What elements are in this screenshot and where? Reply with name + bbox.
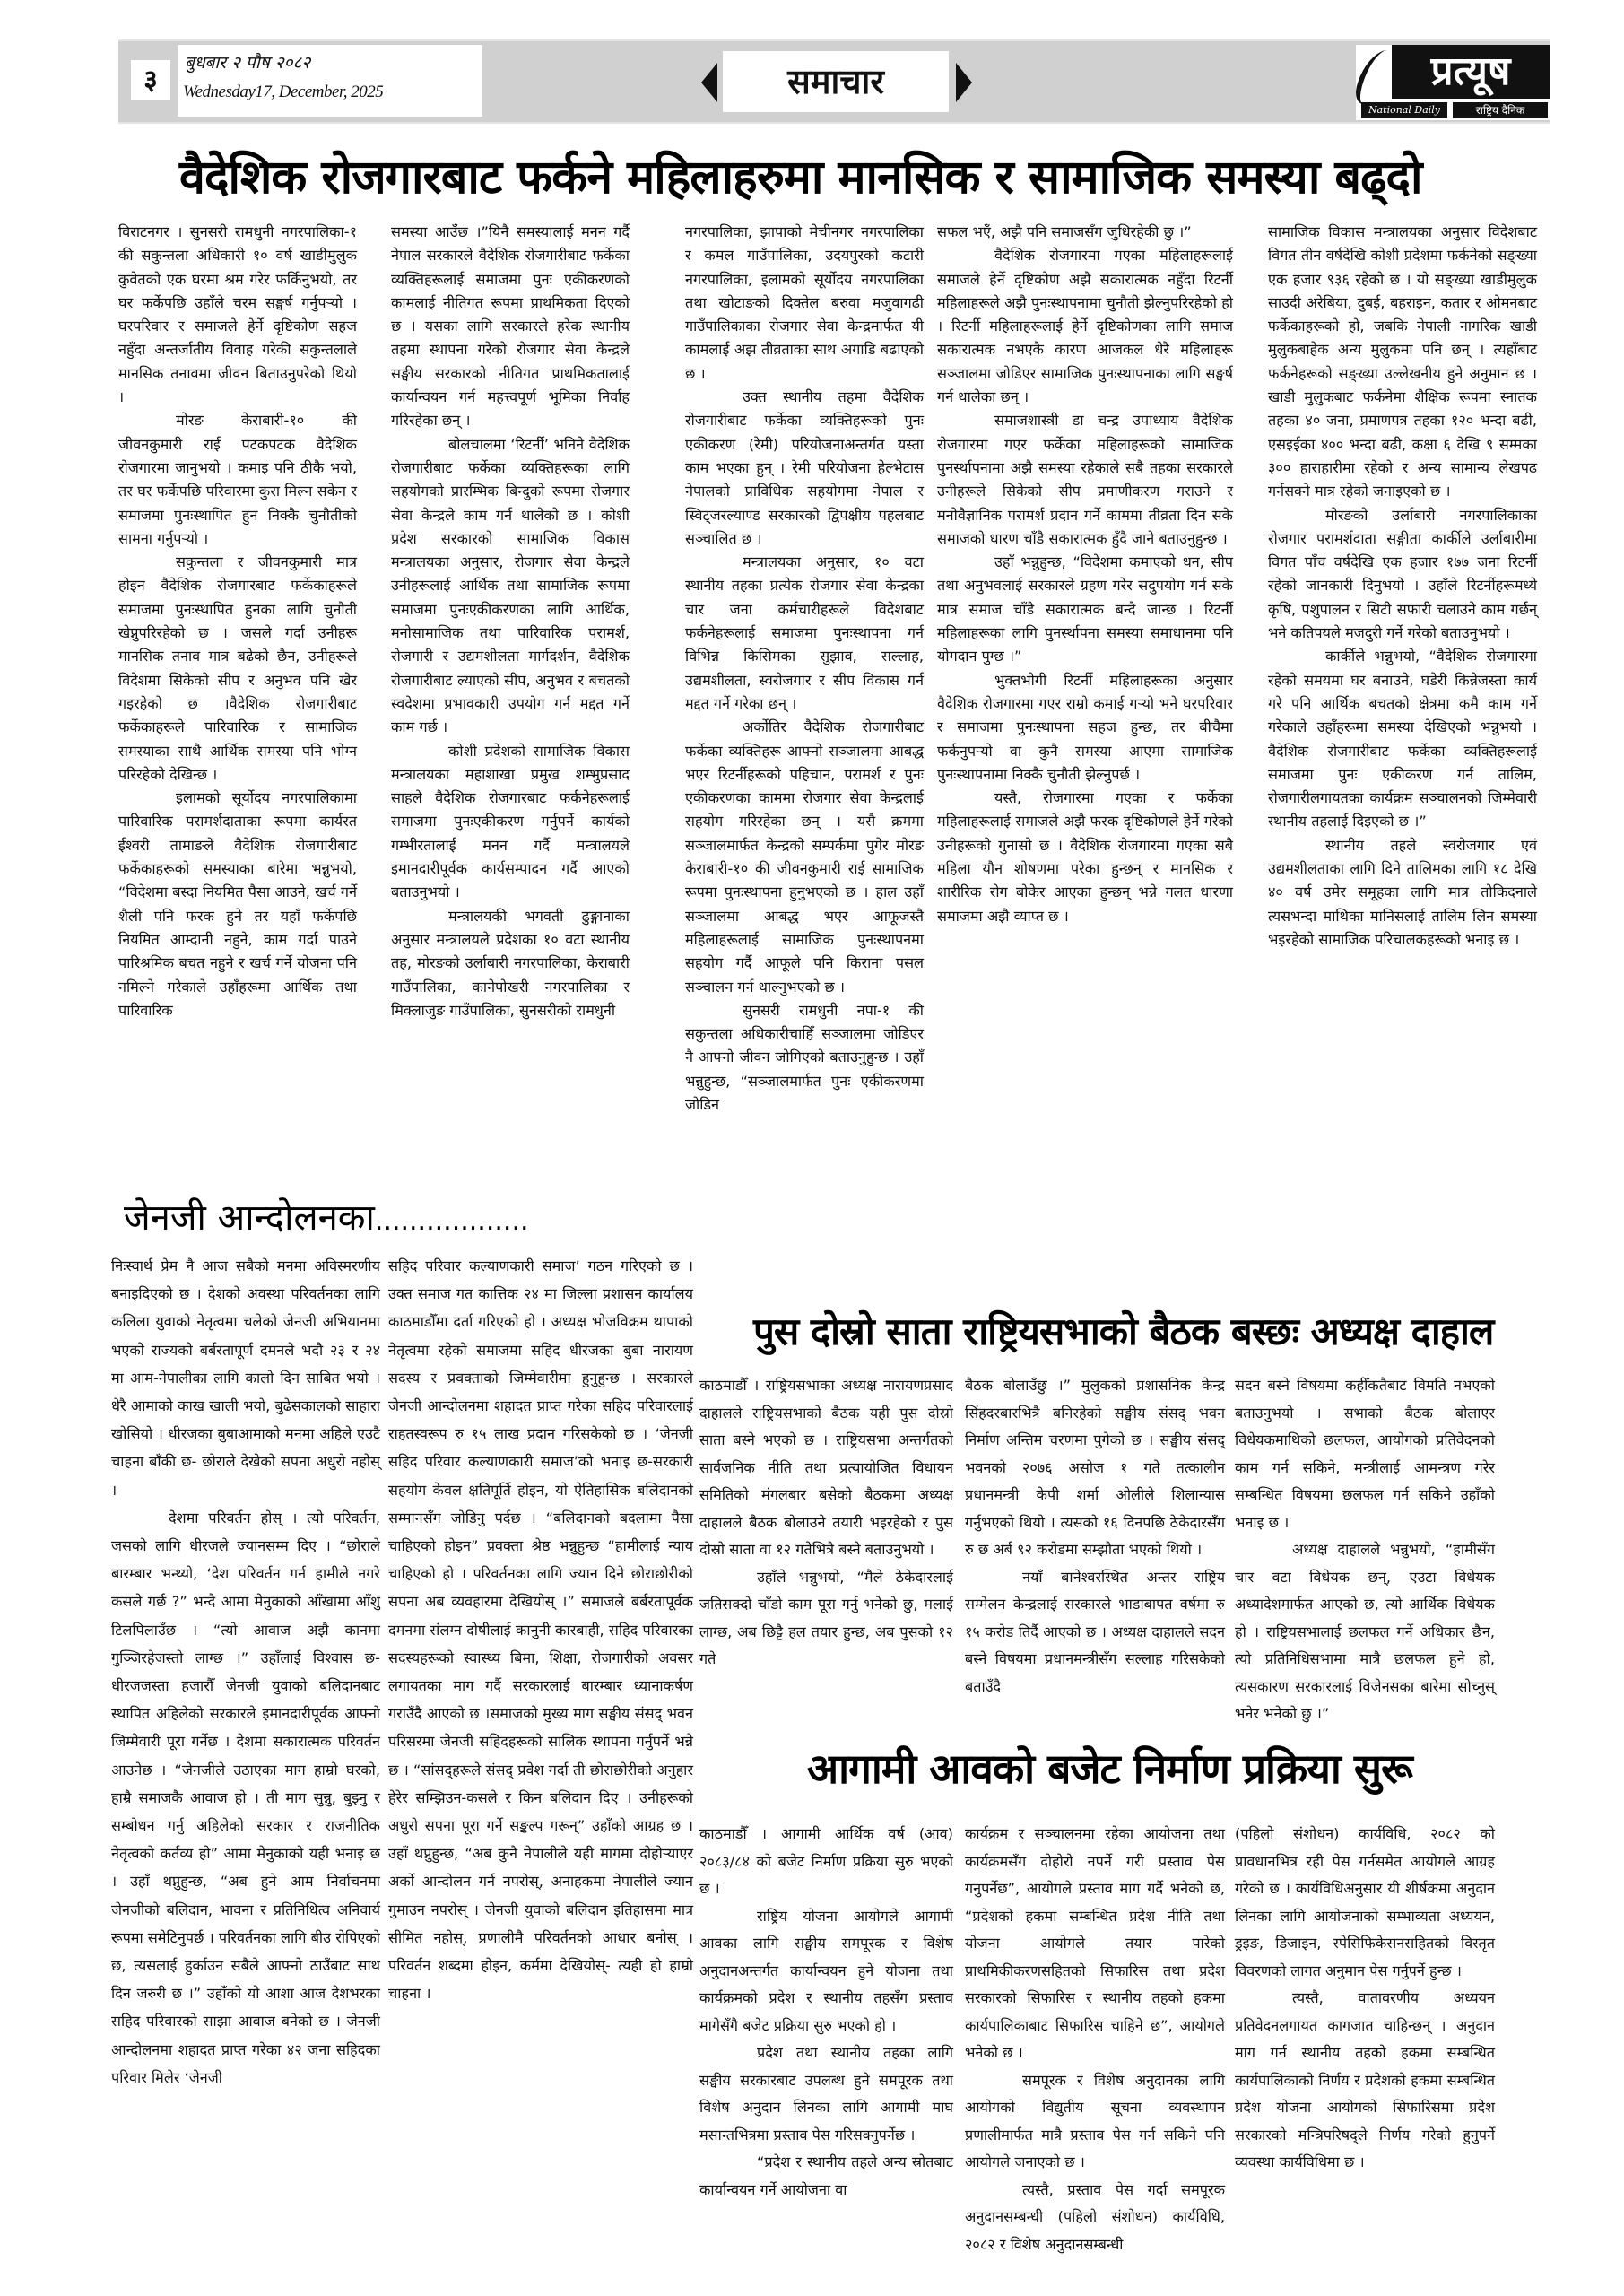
- paragraph: कार्कीले भन्नुभयो, “वैदेशिक रोजगारमा रहेको समयमा घर बनाउने, घडेरी किन्नेजस्ता कार्य गरे पनि आर्थिक बचतको क्षेत्रमा कमै काम गर्ने गरेकाले उहाँहरूमा समस्या देखिएको भन्नुभयो । वैदेशिक रोजगारीबाट फर्केका व्यक्तिहरूलाई समाजमा पुनः एकीकरण गर्न तालिम, रोजगारीलगायतका कार्यक्रम सञ्चालनको जिम्मेवारी स्थानीय तहलाई दिइएको छ ।”: [1268, 648, 1537, 831]
- budget-article-headline: आगामी आवको बजेट निर्माण प्रक्रिया सुरू: [807, 1744, 1412, 1793]
- main-article-headline: वैदेशिक रोजगारबाट फर्कने महिलाहरुमा मानसिक र सामाजिक समस्या बढ्दो: [179, 151, 1422, 204]
- arrow-left-icon: [701, 63, 717, 102]
- paragraph: उहाँले भन्नुभयो, “मैले ठेकेदारलाई जतिसक्दो चाँडो काम पूरा गर्नु भनेको छु, मलाई लाग्छ, अब छिट्टै हल तयार हुन्छ, अब पुसको १२ गते: [699, 1568, 953, 1667]
- paragraph: प्रदेश तथा स्थानीय तहका लागि सङ्घीय सरकारबाट उपलब्ध हुने समपूरक तथा विशेष अनुदान लिनका लागि आगामी माघ मसान्तभित्रमा प्रस्ताव पेस गरिसक्नुपर्नेछ ।: [699, 2044, 953, 2144]
- paragraph: (पहिलो संशोधन) कार्यविधि, २०८२ को प्रावधानभित्र रही पेस गर्नसमेत आयोगले आग्रह गरेको छ । कार्यविधिअनुसार यी शीर्षकमा अनुदान लिनका लागि आयोजनाको सम्भाव्यता अध्ययन, ड्रइङ, डिजाइन, स्पेसिफिकेसनसहितको विस्तृत विवरणको लागत अनुमान पेस गर्नुपर्ने हुन्छ ।: [1235, 1825, 1495, 1979]
- paragraph: बैठक बोलाउँछु ।” मुलुकको प्रशासनिक केन्द्र सिंहदरबारभित्रै बनिरहेको सङ्घीय संसद् भवन निर्माण अन्तिम चरणमा पुगेको छ । सङ्घीय संसद् भवनको २०७६ असोज १ गते तत्कालीन प्रधानमन्त्री केपी शर्मा ओलीले शिलान्यास गर्नुभएको थियो । त्यसको १६ दिनपछि ठेकेदारसँग रु छ अर्ब ९२ करोडमा सम्झौता भएको थियो ।: [965, 1377, 1225, 1558]
- paragraph: स्थानीय तहले स्वरोजगार एवं उद्यमशीलताका लागि दिने तालिमका लागि १८ देखि ४० वर्ष उमेर समूहका लागि मात्र तोकिदनाले त्यसभन्दा माथिका मानिसलाई तालिम लिन समस्या भइरहेको सामाजिक परिचालकहरूको भनाइ छ ।: [1268, 836, 1537, 948]
- page-number: ३: [131, 60, 170, 100]
- paragraph: यस्तै, रोजगारमा गएका र फर्केका महिलाहरूलाई समाजले अझै फरक दृष्टिकोणले हेर्ने गरेको उनीहरूको गुनासो छ । वैदेशिक रोजगारमा गएका सबै महिला यौन शोषणमा परेका हुन्छन् र मानसिक र शारीरिक रोग बोकेर आएका हुन्छन् भन्ने गलत धारणा समाजमा अझै व्याप्त छ ।: [937, 789, 1233, 925]
- paragraph: “प्रदेश र स्थानीय तहले अन्य स्रोतबाट कार्यान्वयन गर्ने आयोजना वा: [699, 2153, 953, 2198]
- main-article-column-2: [391, 221, 630, 1022]
- rashtriyasabha-column-3: [1235, 1372, 1495, 1728]
- paragraph: मन्त्रालयका अनुसार, १० वटा स्थानीय तहका प्रत्येक रोजगार सेवा केन्द्रका चार जना कर्मचारीहरूले विदेशबाट फर्कनेहरूलाई समाजमा पुनःस्थापना गर्न विभिन्न किसिमका सुझाव, सल्लाह, उद्यमशीलता, स्वरोजगार र सीप विकास गर्न मद्दत गर्ने गरेका छन् ।: [685, 553, 924, 712]
- paragraph: निःस्वार्थ प्रेम नै आज सबैको मनमा अविस्मरणीय बनाइदिएको छ । देशको अवस्था परिवर्तनका लागि कलिला युवाको नेतृत्वमा चलेको जेनजी अभियानमा भएको राज्यको बर्बरतापूर्ण दमनले भदौ २३ र २४ मा आम-नेपालीका लागि कालो दिन साबित भयो । धेरै आमाको काख खाली भयो, बुढेसकालको साहारा खोसियो । धीरजका बुबाआमाको मनमा अहिले एउटै चाहना बाँकी छ- छोराले देखेको सपना अधुरो नहोस् ।: [111, 1257, 380, 1499]
- paragraph: मोरङ केराबारी-१० की जीवनकुमारी राई पटकपटक वैदेशिक रोजगारमा जानुभयो । कमाइ पनि ठीकै भयो, तर घर फर्केपछि परिवारमा कुरा मिल्न सकेन र समाजमा पुनःस्थापित हुन निक्कै चुनौतीको सामना गर्नुपर्‍यो ।: [118, 412, 357, 547]
- date-box: [178, 45, 482, 117]
- genz-headline-text: जेनजी आन्दोलनका: [124, 1197, 375, 1239]
- budget-column-3: [1235, 1821, 1495, 2177]
- logo-tagline-nepali: राष्ट्रिय दैनिक: [1453, 102, 1548, 118]
- date-nepali: बुधबार २ पौष २०८२: [185, 53, 311, 73]
- budget-column-2: [965, 1821, 1225, 2258]
- paragraph: अध्यक्ष दाहालले भन्नुभयो, “हामीसँग चार वटा विधेयक छन्, एउटा विधेयक अध्यादेशमार्फत आएको छ, त्यो आर्थिक विधेयक हो । राष्ट्रियसभालाई छलफल गर्ने अधिकार छैन, त्यो प्रतिनिधिसभामा मात्रै छलफल हुने हो, त्यसकारण सरकारलाई विजेनसका बारेमा सोच्नुस् भनेर भनेको छु ।”: [1235, 1541, 1495, 1722]
- logo-title: प्रत्यूष: [1392, 45, 1550, 99]
- paragraph: नगरपालिका, झापाको मेचीनगर नगरपालिका र कमल गाउँपालिका, उदयपुरको कटारी नगरपालिका, इलामको सूर्योदय नगरपालिका तथा खोटाङको दिक्तेल बरुवा मजुवागढी गाउँपालिकाका रोजगार सेवा केन्द्रमार्फत यी कामलाई अझ तीव्रताका साथ अगाडि बढाएको छ ।: [685, 223, 924, 382]
- paragraph: त्यस्तै, प्रस्ताव पेस गर्दा समपूरक अनुदानसम्बन्धी (पहिलो संशोधन) कार्यविधि, २०८२ र विशेष अनुदानसम्बन्धी: [965, 2180, 1225, 2253]
- newspaper-logo: [1356, 45, 1550, 120]
- paragraph: सकुन्तला र जीवनकुमारी मात्र होइन वैदेशिक रोजगारबाट फर्केकाहरूले समाजमा पुनःस्थापित हुनका लागि चुनौती खेप्नुपरिरहेको छ । जसले गर्दा उनीहरू मानसिक तनाव मात्र बढेको छैन, उनीहरूले विदेशमा सिकेको सीप र अनुभव पनि खेर गइरहेको छ ।वैदेशिक रोजगारीबाट फर्केकाहरूले पारिवारिक र सामाजिक समस्याका साथै आर्थिक समस्या पनि भोग्न परिरहेको देखिन्छ ।: [118, 553, 357, 783]
- budget-column-1: [699, 1821, 953, 2204]
- paragraph: उहाँ भन्नुहुन्छ, “विदेशमा कमाएको धन, सीप तथा अनुभवलाई सरकारले ग्रहण गरेर सदुपयोग गर्न सके मात्र समाज चाँडै सकारात्मक बन्दै जान्छ । रिटर्नी महिलाहरूका लागि पुनर्स्थापना समस्या समाधानमा पनि योगदान पुग्छ ।”: [937, 553, 1233, 665]
- paragraph: सदन बस्ने विषयमा कहीँकतैबाट विमति नभएको बताउनुभयो । सभाको बैठक बोलाएर विधेयकमाथिको छलफल, आयोगको प्रतिवेदनको काम गर्न सकिने, मन्त्रीलाई आमन्त्रण गरेर सम्बन्धित विषयमा छलफल गर्न सकिने उहाँको भनाइ छ ।: [1235, 1377, 1495, 1531]
- paragraph: कार्यक्रम र सञ्चालनमा रहेका आयोजना तथा कार्यक्रमसँग दोहोरो नपर्ने गरी प्रस्ताव पेस गनुपर्नेछ”, आयोगले प्रस्ताव माग गर्दै भनेको छ, “प्रदेशको हकमा सम्बन्धित प्रदेश नीति तथा योजना आयोगले तयार पारेको प्राथमिकीकरणसहितको सिफारिस तथा प्रदेश सरकारको सिफारिस र स्थानीय तहको हकमा कार्यपालिकाबाट सिफारिस चाहिने छ”, आयोगले भनेको छ ।: [965, 1825, 1225, 2061]
- paragraph: वैदेशिक रोजगारमा गएका महिलाहरूलाई समाजले हेर्ने दृष्टिकोण अझै सकारात्मक नहुँदा रिटर्नी महिलाहरूले अझै पुनःस्थापनामा चुनौती झेल्नुपरिरहेको हो । रिटर्नी महिलाहरूलाई हेर्ने दृष्टिकोणका लागि समाज सकारात्मक नभएकै कारण आजकल धेरै महिलाहरू सञ्जालमा जोडिएर सामाजिक पुनःस्थापनाका लागि सङ्घर्ष गर्न थालेका छन् ।: [937, 247, 1233, 406]
- paragraph: समाजशास्त्री डा चन्द्र उपाध्याय वैदेशिक रोजगारमा गएर फर्केका महिलाहरूको सामाजिक पुनर्स्थापनामा अझै समस्या रहेकाले सबै तहका सरकारले उनीहरूले सिकेको सीप प्रमाणीकरण गराउने र मनोवैज्ञानिक परामर्श प्रदान गर्ने काममा तीव्रता दिन सके समाजको धारण चाँडै सकारात्मक हुँदै जाने बताउनुहुन्छ ।: [937, 412, 1233, 547]
- logo-tagline-english: National Daily: [1361, 102, 1447, 118]
- paragraph: मन्त्रालयकी भगवती ढुङ्गानाका अनुसार मन्त्रालयले प्रदेशका १० वटा स्थानीय तह, मोरङको उर्लाबारी नगरपालिका, केराबारी गाउँपालिका, कानेपोखरी नगरपालिका र मिक्लाजुङ गाउँपालिका, सुनसरीको रामधुनी: [391, 907, 630, 1019]
- paragraph: सफल भएँ, अझै पनि समाजसँग जुधिरहेकी छु ।”: [937, 223, 1192, 240]
- paragraph: उक्त स्थानीय तहमा वैदेशिक रोजगारीबाट फर्केका व्यक्तिहरूको पुनः एकीकरण (रेमी) परियोजनाअन्तर्गत यस्ता काम भएका हुन् । रेमी परियोजना हेल्भेटास नेपालको प्राविधिक सहयोगमा नेपाल र स्विट्जरल्याण्ड सरकारको द्विपक्षीय पहलबाट सञ्चालित छ ।: [685, 388, 924, 547]
- paragraph: नयाँ बानेश्वरस्थित अन्तर राष्ट्रिय सम्मेलन केन्द्रलाई सरकारले भाडाबापत वर्षमा रु १५ करोड तिर्दै आएको छ । अध्यक्ष दाहालले सदन बस्ने विषयमा प्रधानमन्त्रीसँग सल्लाह गरिसकेको बताउँदै: [965, 1568, 1225, 1695]
- rashtriyasabha-column-2: [965, 1372, 1225, 1700]
- paragraph: कोशी प्रदेशको सामाजिक विकास मन्त्रालयका महाशाखा प्रमुख शम्भुप्रसाद साहले वैदेशिक रोजगारबाट फर्कनेहरूलाई समाजमा पुनःएकीकरण गर्नुपर्ने कार्यको गम्भीरतालाई मनन गर्दै मन्त्रालयले इमानदारीपूर्वक कार्यसम्पादन गर्दै आएको बताउनुभयो ।: [391, 742, 630, 901]
- paragraph: त्यस्तै, वातावरणीय अध्ययन प्रतिवेदनलगायत कागजात चाहिन्छन् । अनुदान माग गर्न स्थानीय तहको हकमा सम्बन्धित कार्यपालिकाको निर्णय र प्रदेशको हकमा सम्बन्धित प्रदेश योजना आयोगको सिफारिसमा प्रदेश सरकारको मन्त्रिपरिषद्ले निर्णय गरेको हुनुपर्ने व्यवस्था कार्यविधिमा छ ।: [1235, 1989, 1495, 2170]
- genz-headline-dots: ..................: [374, 1205, 529, 1237]
- paragraph: समस्या आउँछ ।”यिनै समस्यालाई मनन गर्दै नेपाल सरकारले वैदेशिक रोजगारीबाट फर्केका व्यक्तिहरूलाई समाजमा पुनः एकीकरणको कामलाई नीतिगत रूपमा प्राथमिकता दिएको छ । यसका लागि सरकारले हरेक स्थानीय तहमा स्थापना गरेको रोजगार सेवा केन्द्रले सङ्घीय सरकारको नीतिगत प्राथमिकतालाई कार्यान्वयन गर्न महत्त्वपूर्ण भूमिका निर्वाह गरिरहेका छन् ।: [391, 223, 630, 430]
- paragraph: देशमा परिवर्तन होस् । त्यो परिवर्तन, जसको लागि धीरजले ज्यानसम्म दिए । “छोराले बारम्बार भन्थ्यो, ‘देश परिवर्तन गर्न हामीले नगरे कसले गर्छ ?” भन्दै आमा मेनुकाको आँखामा आँशु टिलपिलाउँछ । “त्यो आवाज अझै कानमा गुञ्जिरहेजस्तो लाग्छ ।” उहाँलाई विश्वास छ- धीरजजस्ता हजारौँ जेनजी युवाको बलिदानबाट स्थापित अहिलेको सरकारले इमानदारीपूर्वक आफ्नो जिम्मेवारी पूरा गर्नेछ । देशमा सकारात्मक परिवर्तन आउनेछ । “जेनजीले उठाएका माग हाम्रो घरको, हाम्रै समाजकै आवाज हो । ती माग सुन्नु, बुझ्नु र सम्बोधन गर्नु अहिलेको सरकार र राजनीतिक नेतृत्वको कर्तव्य हो” आमा मेनुकाको यही भनाइ छ । उहाँ थप्नुहुन्छ, “अब हुने आम निर्वाचनमा जेनजीको बलिदान, भावना र प्रतिनिधित्व अनिवार्य रूपमा समेटिनुपर्छ । परिवर्तनका लागि बीउ रोपिएको छ, त्यसलाई हुर्काउन सबैले आफ्नो ठाउँबाट साथ दिन जरुरी छ ।” उहाँको यो आशा आज देशभरका सहिद परिवारको साझा आवाज बनेको छ । जेनजी आन्दोलनमा शहादत प्राप्त गरेका ४२ जना सहिदका परिवार मिलेर ‘जेनजी: [111, 1509, 380, 2086]
- genz-article-headline: [124, 1191, 529, 1240]
- paragraph: विराटनगर । सुनसरी रामधुनी नगरपालिका-१ की सकुन्तला अधिकारी १० वर्ष खाडीमुलुक कुवेतको एक घरमा श्रम गरेर फर्किनुभयो, तर घर फर्केपछि उहाँले चरम सङ्घर्ष गर्नुपर्‍यो । घरपरिवार र समाजले हेर्ने दृष्टिकोण सहज नहुँदा अन्तर्जातीय विवाह गरेकी सकुन्तलाले मानसिक तनावमा जीवन बिताउनुपरेको थियो ।: [118, 223, 357, 406]
- paragraph: सामाजिक विकास मन्त्रालयका अनुसार विदेशबाट विगत तीन वर्षदेखि कोशी प्रदेशमा फर्कनेको सङ्ख्या एक हजार ९३६ रहेको छ । यो सङ्ख्या खाडीमुलुक साउदी अरेबिया, दुबई, बहराइन, कतार र ओमनबाट फर्केकाहरूको हो, जबकि नेपाली नागरिक खाडी मुलुकबाहेक अन्य मुलुकमा पनि छन् । त्यहाँबाट फर्कनेहरूको सङ्ख्या उल्लेखनीय हुने अनुमान छ । खाडी मुलुकबाट फर्कनेमा शैक्षिक रूपमा स्नातक तहका ४० जना, प्रमाणपत्र तहका १२० भन्दा बढी, एसइईका ४०० भन्दा बढी, कक्षा ६ देखि ९ सम्मका ३०० हाराहारीमा रहेको र अन्य सामान्य लेखपढ गर्नसक्ने मात्र रहेको जनाइएको छ ।: [1268, 223, 1538, 500]
- paragraph: सुनसरी रामधुनी नपा-१ की सकुन्तला अधिकारीचाहिँ सञ्जालमा जोडिएर नै आफ्नो जीवन जोगिएको बताउनुहुन्छ । उहाँ भन्नुहुन्छ, “सञ्जालमार्फत पुनः एकीकरणमा जोडिन: [685, 1001, 924, 1113]
- rashtriyasabha-article-headline: पुस दोस्रो साता राष्ट्रियसभाको बैठक बस्छः अध्यक्ष दाहाल: [753, 1309, 1494, 1353]
- genz-article-column-1: [111, 1252, 380, 2092]
- paragraph: राष्ट्रिय योजना आयोगले आगामी आवका लागि सङ्घीय समपूरक र विशेष अनुदानअन्तर्गत कार्यान्वयन हुने योजना तथा कार्यक्रमको प्रदेश र स्थानीय तहसँग प्रस्ताव मागेसँगै बजेट प्रक्रिया सुरु भएको हो ।: [699, 1907, 953, 2034]
- rashtriyasabha-column-1: [699, 1372, 953, 1674]
- genz-article-column-2: [388, 1252, 693, 2007]
- paragraph: इलामको सूर्योदय नगरपालिकामा पारिवारिक परामर्शदाताका रूपमा कार्यरत ईश्वरी तामाङले वैदेशिक रोजगारीबाट फर्केकाहरूको समस्याका बारेमा भन्नुभयो, “विदेशमा बस्दा नियमित पैसा आउने, खर्च गर्ने शैली पनि फरक हुने तर यहाँ फर्केपछि नियमित आम्दानी नहुने, काम गर्दा पाउने पारिश्रमिक बचत नहुने र खर्च गर्ने योजना पनि नमिल्ने गरेकाले उहाँहरूमा आर्थिक तथा पारिवारिक: [118, 789, 357, 1019]
- paragraph: समपूरक र विशेष अनुदानका लागि आयोगको विद्युतीय सूचना व्यवस्थापन प्रणालीमार्फत मात्रै प्रस्ताव पेस गर्न सकिने पनि आयोगले जनाएको छ ।: [965, 2071, 1225, 2170]
- main-article-column-4: [937, 221, 1233, 928]
- paragraph: मोरङको उर्लाबारी नगरपालिकाका रोजगार परामर्शदाता सङ्गीता कार्कीले उर्लाबारीमा विगत पाँच वर्षदेखि एक हजार १७७ जना रिटर्नी रहेको जानकारी दिनुभयो । उहाँले रिटर्नीहरूमध्ये कृषि, पशुपालन र सिटी सफारी चलाउने काम गर्छन् भने कतिपयले मजदुरी गर्ने गरेको बताउनुभयो ।: [1268, 506, 1537, 642]
- main-article-column-3: [685, 221, 924, 1117]
- paragraph: बोलचालमा ‘रिटर्नी’ भनिने वैदेशिक रोजगारीबाट फर्केका व्यक्तिहरूका लागि सहयोगको प्रारम्भिक बिन्दुको रूपमा रोजगार सेवा केन्द्रले काम गर्न थालेको छ । कोशी प्रदेश सरकारको सामाजिक विकास मन्त्रालयका अनुसार, रोजगार सेवा केन्द्रले उनीहरूलाई आर्थिक तथा सामाजिक रूपमा समाजमा पुनःएकीकरणका लागि आर्थिक, मनोसामाजिक तथा पारिवारिक परामर्श, रोजगारी र उद्यमशीलता मार्गदर्शन, वैदेशिक रोजगारीबाट ल्याएको सीप, अनुभव र बचतको स्वदेशमा प्रभावकारी उपयोग गर्न मद्दत गर्ने काम गर्छ ।: [391, 435, 630, 736]
- date-english: Wednesday17, December, 2025: [183, 83, 384, 101]
- paragraph: सहिद परिवार कल्याणकारी समाज’ गठन गरिएको छ । उक्त समाज गत कात्तिक २४ मा जिल्ला प्रशासन कार्यालय काठमाडौँमा दर्ता गरिएको हो । अध्यक्ष भोजविक्रम थापाको नेतृत्वमा रहेको समाजमा सहिद धीरजका बुबा नारायण सदस्य र प्रवक्ताको जिम्मेवारीमा हुनुहुन्छ । सरकारले जेनजी आन्दोलनमा शहादत प्राप्त गरेका सहिद परिवारलाई राहतस्वरूप रु १५ लाख प्रदान गरिसकेको छ । ‘जेनजी सहिद परिवार कल्याणकारी समाज’को भनाइ छ-सरकारी सहयोग केवल क्षतिपूर्ति होइन, यो ऐतिहासिक बलिदानको सम्मानसँग जोडिनु पर्दछ । “बलिदानको बदलामा पैसा चाहिएको होइन” प्रवक्ता श्रेष्ठ भन्नुहुन्छ “हामीलाई न्याय चाहिएको हो । परिवर्तनका लागि ज्यान दिने छोराछोरीको सपना अब व्यवहारमा देखियोस् ।” समाजले बर्बरतापूर्वक दमनमा संलग्न दोषीलाई कानुनी कारबाही, सहिद परिवारका सदस्यहरूको स्वास्थ्य बिमा, शिक्षा, रोजगारीको अवसर लगायतका माग गर्दै सरकारलाई बारम्बार ध्यानाकर्षण गराउँदै आएको छ ।समाजको मुख्य माग सङ्घीय संसद् भवन परिसरमा जेनजी सहिदहरूको सालिक स्थापना गर्नुपर्ने भन्ने छ । “सांसद्हरूले संसद् प्रवेश गर्दा ती छोराछोरीको अनुहार हेरेर सम्झिउन-कसले र किन बलिदान दिए । उनीहरूको अधुरो सपना पूरा गर्ने सङ्कल्प गरून्” उहाँको आग्रह छ । उहाँ थप्नुहुन्छ, “अब कुनै नेपालीले यही मागमा दोहोर्‍याएर अर्को आन्दोलन गर्न नपरोस्, अनाहकमा नेपालीले ज्यान गुमाउन नपरोस् । जेनजी युवाको बलिदान इतिहासमा मात्र सीमित नहोस्, प्रणालीमै परिवर्तनको आधार बनोस् । परिवर्तन शब्दमा होइन, कर्ममा देखियोस्- त्यही हो हाम्रो चाहना ।: [388, 1257, 693, 2003]
- paragraph: काठमाडौँ । राष्ट्रियसभाका अध्यक्ष नारायणप्रसाद दाहालले राष्ट्रियसभाको बैठक यही पुस दोस्रो साता बस्ने भएको छ । राष्ट्रियसभा अन्तर्गतको सार्वजनिक नीति तथा प्रत्यायोजित विधायन समितिको मंगलबार बसेको बैठकमा अध्यक्ष दाहालले बैठक बोलाउने तयारी भइरहेको र पुस दोस्रो साता वा १२ गतेभित्रै बस्ने बताउनुभयो ।: [699, 1377, 953, 1558]
- arrow-right-icon: [956, 63, 972, 102]
- paragraph: भुक्तभोगी रिटर्नी महिलाहरूका अनुसार वैदेशिक रोजगारमा गएर राम्रो कमाई गर्‍यो भने घरपरिवार र समाजमा पुनःस्थापना सहज हुन्छ, तर बीचैमा फर्कनुपर्‍यो वा कुनै समस्या आएमा सामाजिक पुनःस्थापनामा निक्कै चुनौती झेल्नुपर्छ ।: [937, 671, 1233, 783]
- paragraph: अर्कोतिर वैदेशिक रोजगारीबाट फर्केका व्यक्तिहरू आफ्नो सञ्जालमा आबद्ध भएर रिटर्नीहरूको पहिचान, परामर्श र पुनः एकीकरणका काममा रोजगार सेवा केन्द्रलाई सहयोग गरिरहेका छन् । यसै क्रममा सञ्जालमार्फत केन्द्रको सम्पर्कमा पुगेर मोरङ केराबारी-१० की जीवनकुमारी राई सामाजिक रूपमा पुनःस्थापना हुनुभएको छ । हाल उहाँ सञ्जालमा आबद्ध भएर आफूजस्तै महिलाहरूलाई सामाजिक पुनःस्थापनमा सहयोग गर्दै आफूले पनि किराना पसल सञ्चालन गर्न थाल्नुभएको छ ।: [685, 718, 924, 996]
- main-article-column-1: [118, 221, 357, 1022]
- section-label: समाचार: [723, 51, 949, 112]
- main-article-column-5: [1268, 221, 1537, 952]
- paragraph: काठमाडौँ । आगामी आर्थिक वर्ष (आव) २०८३/८४ को बजेट निर्माण प्रक्रिया सुरु भएको छ ।: [699, 1825, 953, 1897]
